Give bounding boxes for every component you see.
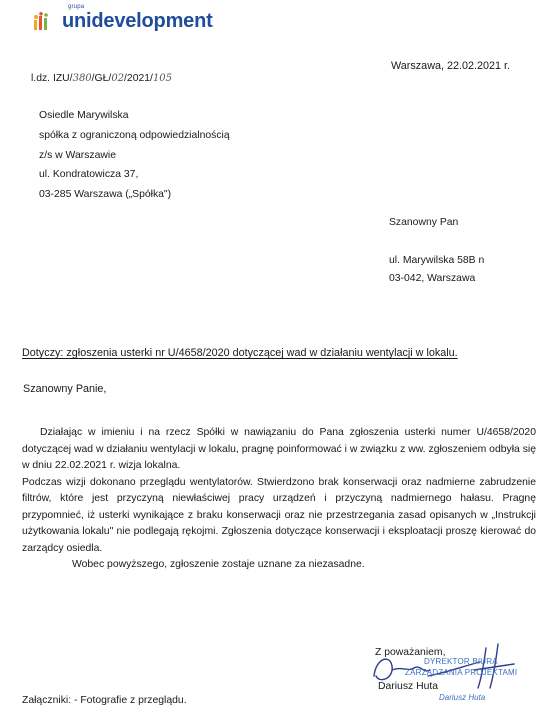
recipient-salutation: Szanowny Pan <box>389 217 459 228</box>
signatory-name: Dariusz Huta <box>378 681 439 692</box>
ref-part3: /2021/ <box>124 73 153 84</box>
letter-body <box>22 425 536 574</box>
letter-subject: Dotyczy: zgłoszenia usterki nr U/4658/2020 dotyczącej wad w działaniu wentylacji w lokalu. <box>22 347 458 359</box>
recipient-city: 03-042, Warszawa <box>389 273 476 284</box>
logo-mark-icon <box>32 12 60 32</box>
body-paragraph-3: Wobec powyższego, zgłoszenie zostaje uznane za niezasadne. <box>72 559 365 570</box>
closing-regards: Z poważaniem, <box>375 647 446 658</box>
body-paragraph-1: Działając w imieniu i na rzecz Spółki w nawiązaniu do Pana zgłoszenia usterki numer U/4658/2020 dotyczącej wad w działaniu wentylacji w lokalu, pragnę poinformować i w związku z ww. zgłoszeniem odbyła się w dniu 22.02.2021 r. wizja lokalna. <box>22 427 536 471</box>
letter-date: Warszawa, 22.02.2021 r. <box>391 60 511 72</box>
stamp-name: Dariusz Huta <box>439 693 486 702</box>
ref-handwritten-3: 105 <box>152 73 173 84</box>
stamp-title-line1: DYREKTOR BIURA <box>424 657 498 666</box>
ref-prefix: l.dz. IZU/ <box>31 73 73 84</box>
sender-line: 03-285 Warszawa („Spółka") <box>39 189 172 200</box>
letter-greeting: Szanowny Panie, <box>23 383 107 395</box>
sender-line: spółka z ograniczoną odpowiedzialnością <box>39 130 230 141</box>
sender-line: z/s w Warszawie <box>39 150 116 161</box>
reference-number <box>31 73 172 84</box>
recipient-street: ul. Marywilska 58B n <box>389 255 485 266</box>
attachments-note: Załączniki: - Fotografie z przeglądu. <box>22 695 187 706</box>
ref-part2: /GŁ/ <box>91 73 112 84</box>
sender-line: ul. Kondratowicza 37, <box>39 169 139 180</box>
sender-line: Osiedle Marywilska <box>39 110 129 121</box>
ref-handwritten-2: 02 <box>111 73 125 84</box>
ref-handwritten-1: 380 <box>72 73 92 84</box>
logo-wordmark: unidevelopment <box>62 10 213 32</box>
stamp-title-line2: ZARZĄDZANIA PROJEKTAMI <box>405 668 518 677</box>
logo-grupa-text: grupa <box>68 4 85 10</box>
body-paragraph-2: Podczas wizji dokonano przeglądu wentylatorów. Stwierdzono brak konserwacji oraz nadmierne zabrudzenie filtrów, które jest przyczyną niewłaściwej pracy urządzeń i przyczyną nadmiernego hałasu. Pragnę przypomnieć, iż usterki wynikające z braku konserwacji oraz nie przestrzegania zasad opisanych w „Instrukcji użytkowania lokalu" nie podlegają rękojmi. Zgłoszenia dotyczące konserwacji i eksploatacji proszę kierować do zarządcy osiedla. <box>22 476 536 554</box>
